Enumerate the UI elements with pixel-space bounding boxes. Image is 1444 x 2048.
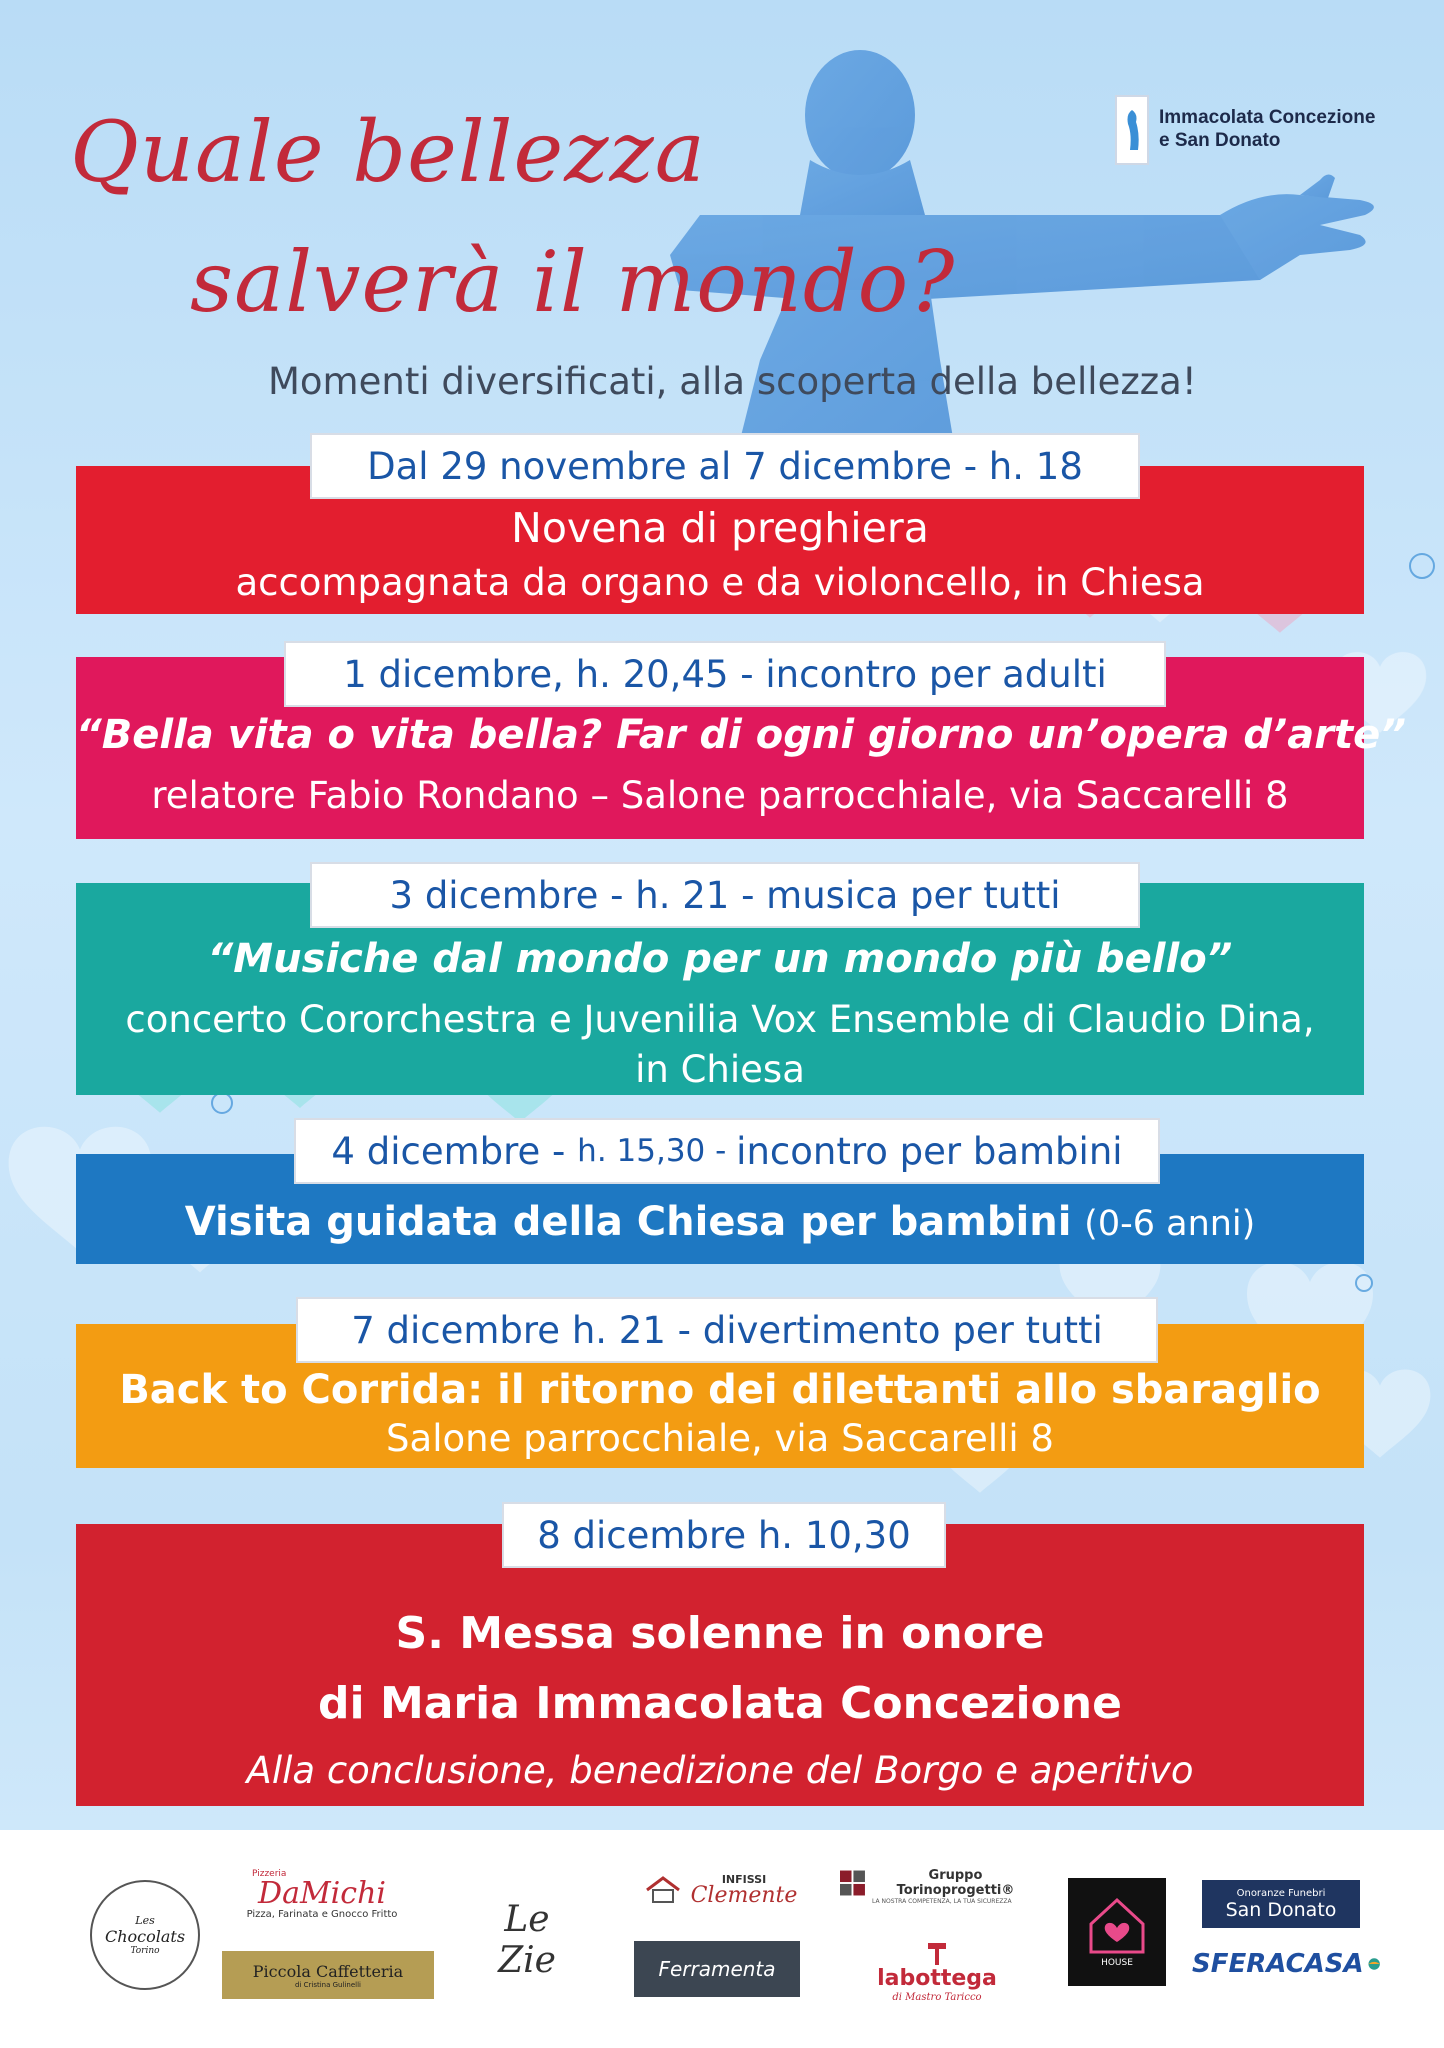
house-heart-icon	[1087, 1896, 1147, 1954]
event-date-tag: 1 dicembre, h. 20,45 - incontro per adulti	[284, 641, 1166, 707]
event-title: Back to Corrida: il ritorno dei dilettanti allo sbaraglio	[119, 1367, 1321, 1413]
event-details-line1: concerto Cororchestra e Juvenilia Vox Ensemble di Claudio Dina,	[125, 998, 1315, 1041]
sponsor-infissi-line1: INFISSI	[721, 1872, 767, 1886]
event-date-tag: 3 dicembre - h. 21 - musica per tutti	[310, 862, 1140, 928]
sponsor-ferramenta-name: Ferramenta	[658, 1957, 776, 1981]
event-title-line2: di Maria Immacolata Concezione	[318, 1678, 1122, 1729]
parish-name-line1: Immacolata Concezione	[1159, 107, 1376, 129]
event-title-line	[76, 1199, 1364, 1245]
sponsor-sferacasa-logo	[1192, 1944, 1380, 1984]
madonna-icon	[1115, 95, 1149, 165]
event-details: Alla conclusione, benedizione del Borgo e aperitivo	[246, 1749, 1194, 1792]
sponsor-caffetteria-name: Piccola Caffetteria	[252, 1961, 404, 1981]
sponsor-lezie-name: Le Zie	[498, 1899, 556, 1981]
sponsor-infissi-clemente-logo	[620, 1868, 820, 1912]
event-title: Novena di preghiera	[511, 504, 929, 552]
sponsor-les-chocolats-logo	[90, 1880, 200, 1990]
parish-logo	[1115, 95, 1375, 165]
grid-squares-icon	[840, 1870, 865, 1896]
sphere-icon	[1368, 1951, 1380, 1977]
event-tag-time: h. 15,30 -	[577, 1133, 737, 1169]
sponsor-chocolats-line3: Torino	[130, 1946, 160, 1956]
event-date-tag: 7 dicembre h. 21 - divertimento per tutti	[296, 1297, 1158, 1363]
sponsor-onoranze-line1: Onoranze Funebri	[1236, 1887, 1326, 1899]
sponsor-ferramenta-logo	[634, 1941, 800, 1997]
event-details: accompagnata da organo e da violoncello, in Chiesa	[235, 561, 1205, 604]
event-date-tag: 8 dicembre h. 10,30	[502, 1502, 946, 1568]
event-title: “Bella vita o vita bella? Far di ogni giorno un’opera d’arte”	[76, 712, 1406, 758]
sponsor-sferacasa-name: SFERACASA	[1192, 1949, 1364, 1979]
sponsor-chocolats-line1: Les	[135, 1914, 155, 1927]
sponsor-torinoprogetti-name: Gruppo Torinoprogetti®	[896, 1867, 1015, 1898]
sponsor-chocolats-line2: Chocolats	[104, 1927, 186, 1946]
hammer-icon	[926, 1941, 948, 1967]
sponsor-house-name: HOUSE	[1101, 1958, 1133, 1968]
poster-title-line1: Quale bellezza	[70, 103, 706, 201]
event-tag-date: 4 dicembre -	[331, 1129, 578, 1173]
sponsor-torinoprogetti-tagline: LA NOSTRA COMPETENZA, LA TUA SICUREZZA	[872, 1897, 1012, 1905]
event-details-line2: in Chiesa	[635, 1048, 805, 1091]
sponsor-damichi-tagline: Pizza, Farinata e Gnocco Fritto	[246, 1908, 398, 1920]
sponsor-caffetteria-owner: di Cristina Gulinelli	[295, 1980, 361, 1989]
house-icon	[643, 1876, 683, 1904]
sponsor-damichi-logo	[222, 1864, 422, 1924]
poster-title-line2: salverà il mondo?	[190, 233, 956, 331]
event-details: Salone parrocchiale, via Saccarelli 8	[386, 1417, 1054, 1460]
sponsor-house-logo	[1068, 1878, 1166, 1986]
event-title: “Musiche dal mondo per un mondo più bello”	[207, 936, 1233, 982]
poster-subtitle: Momenti diversificati, alla scoperta della bellezza!	[268, 360, 1197, 403]
sponsor-infissi-line2: Clemente	[690, 1882, 798, 1908]
sponsor-labottega-tagline: di Mastro Taricco	[892, 1991, 982, 2003]
event-details: relatore Fabio Rondano – Salone parrocchiale, via Saccarelli 8	[151, 774, 1289, 817]
sponsor-piccola-caffetteria-logo	[222, 1951, 434, 1999]
sponsor-labottega-logo	[862, 1926, 1012, 2018]
sponsor-onoranze-line2: San Donato	[1225, 1898, 1337, 1921]
sponsor-labottega-name: labottega	[877, 1966, 997, 1992]
event-title-line1: S. Messa solenne in onore	[395, 1608, 1045, 1659]
event-date-tag: Dal 29 novembre al 7 dicembre - h. 18	[310, 433, 1140, 499]
event-title: Visita guidata della Chiesa per bambini	[184, 1199, 1072, 1245]
event-date-tag	[294, 1118, 1160, 1184]
sponsors-strip	[0, 1830, 1444, 2048]
sponsor-damichi-small: Pizzeria	[252, 1868, 287, 1879]
event-tag-audience: incontro per bambini	[736, 1129, 1123, 1173]
event-details: (0-6 anni)	[1084, 1204, 1256, 1244]
parish-name-line2: e San Donato	[1159, 130, 1281, 151]
sponsor-damichi-name: DaMichi	[258, 1875, 386, 1911]
sponsor-le-zie-logo	[472, 1890, 582, 1990]
sponsor-torinoprogetti-logo	[840, 1868, 1040, 1904]
sponsor-onoranze-logo	[1202, 1880, 1360, 1928]
